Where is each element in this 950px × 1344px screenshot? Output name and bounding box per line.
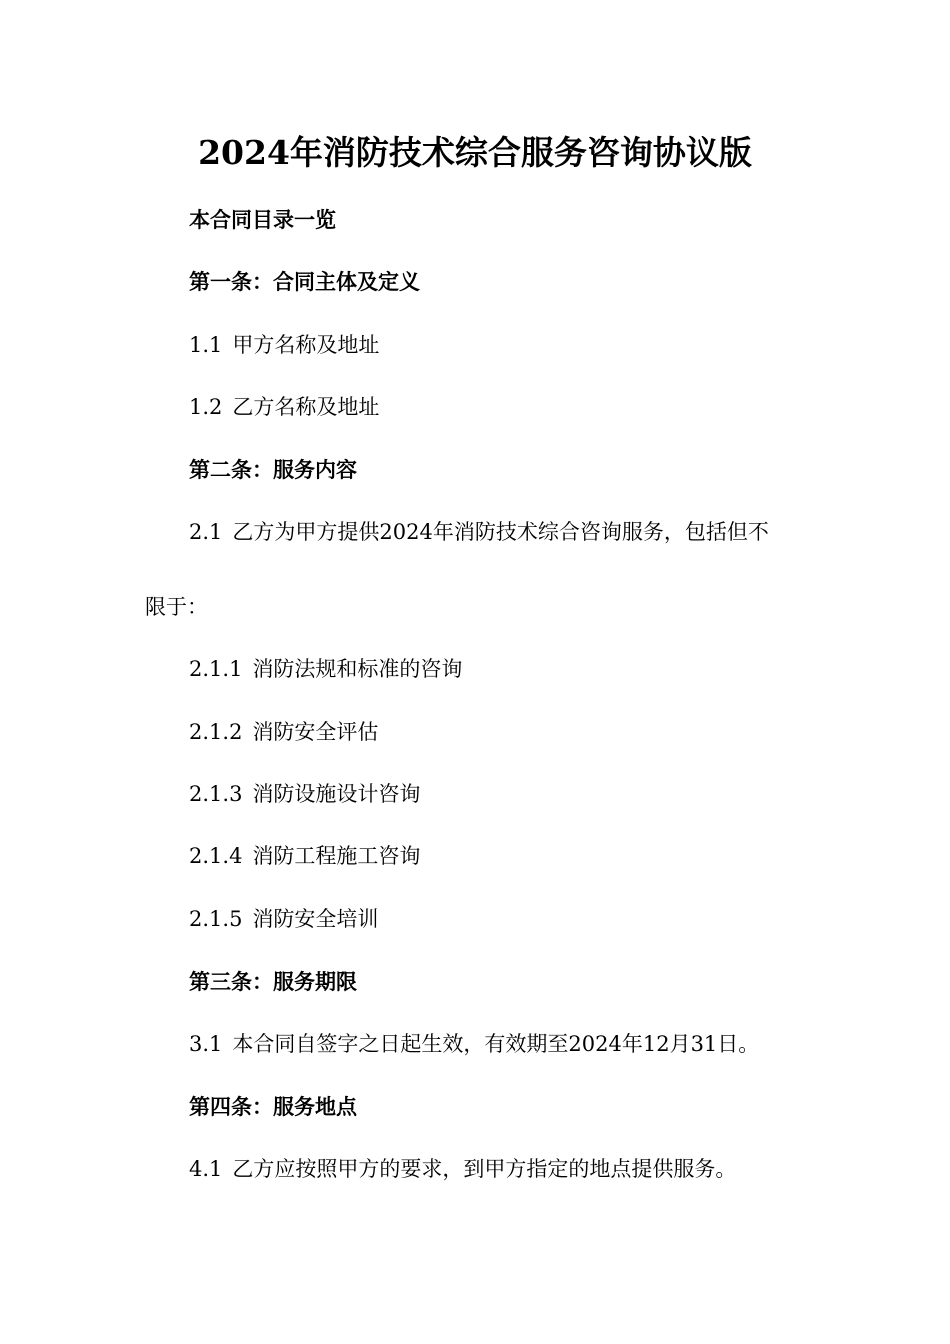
clause-number: 1.1: [189, 333, 223, 357]
clause-text: 消防设施设计咨询: [252, 782, 421, 806]
clause-number: 2.1.3: [189, 782, 243, 806]
clause-text: 消防工程施工咨询: [252, 844, 421, 868]
clause-2-1-3: [189, 779, 420, 809]
clause-number: 3.1: [189, 1032, 223, 1056]
clause-text: 甲方名称及地址: [232, 333, 380, 357]
clause-2-1-4: [189, 841, 420, 871]
clause-2-1-2: [189, 717, 378, 747]
clause-number: 2.1.5: [189, 907, 243, 931]
clause-text: 消防安全评估: [252, 720, 379, 744]
clause-number: 2.1.4: [189, 844, 243, 868]
toc-heading: 本合同目录一览: [189, 207, 336, 232]
clause-2-1-5: [189, 904, 378, 934]
clause-number: 2.1.1: [189, 657, 243, 681]
article-1-heading: 第一条：合同主体及定义: [189, 269, 420, 294]
clause-1-1: [189, 330, 379, 360]
clause-text: 消防安全培训: [252, 907, 379, 931]
clause-2-1-continuation: 限于：: [145, 595, 208, 619]
clause-text: 本合同自签字之日起生效，有效期至2024年12月31日。: [232, 1032, 760, 1056]
clause-number: 4.1: [189, 1157, 223, 1181]
clause-3-1: [189, 1029, 759, 1059]
clause-number: 2.1.2: [189, 720, 243, 744]
clause-2-1-1: [189, 654, 462, 684]
article-4-heading: 第四条：服务地点: [189, 1094, 357, 1119]
clause-number: 2.1: [189, 520, 223, 544]
clause-text: 消防法规和标准的咨询: [252, 657, 463, 681]
article-3-heading: 第三条：服务期限: [189, 969, 357, 994]
clause-text: 乙方名称及地址: [232, 395, 380, 419]
clause-2-1: [189, 517, 769, 547]
document-title: 2024年消防技术综合服务咨询协议版: [198, 133, 752, 172]
clause-4-1: [189, 1154, 736, 1184]
clause-text: 乙方应按照甲方的要求，到甲方指定的地点提供服务。: [232, 1157, 737, 1181]
clause-number: 1.2: [189, 395, 223, 419]
clause-1-2: [189, 392, 379, 422]
clause-text: 乙方为甲方提供2024年消防技术综合咨询服务，包括但不: [232, 520, 769, 544]
article-2-heading: 第二条：服务内容: [189, 457, 357, 482]
